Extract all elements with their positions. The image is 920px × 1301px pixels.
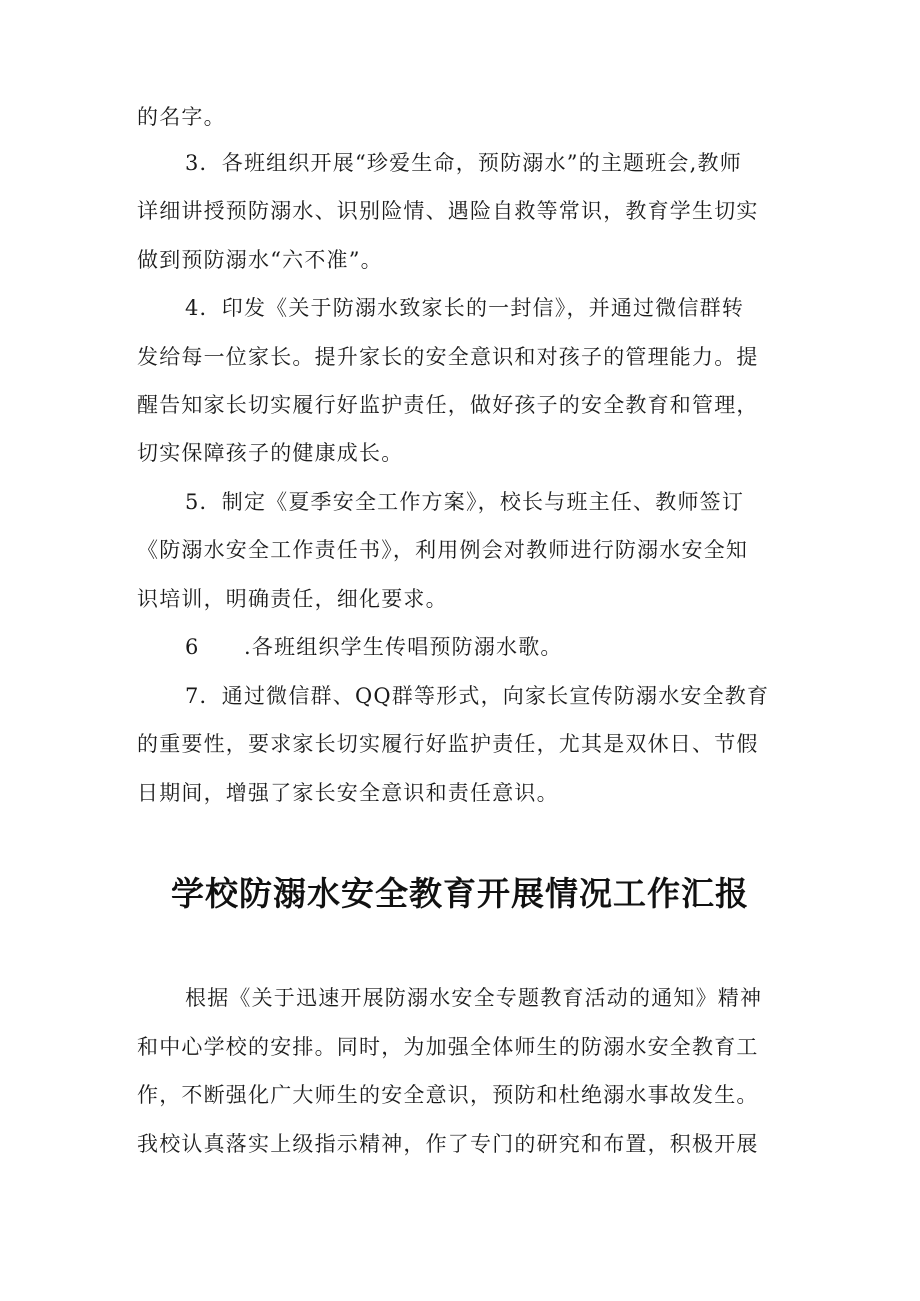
continuation-line: 的名字。	[137, 105, 226, 129]
item-7-line-2: 的重要性，要求家长切实履行好监护责任，尤其是双休日、节假	[137, 732, 759, 756]
item-3-line-1: 3．各班组织开展“珍爱生命，预防溺水”的主题班会,教师	[185, 151, 742, 175]
item-5-line-3: 识培训，明确责任，细化要求。	[137, 587, 448, 611]
item-4-line-3: 醒告知家长切实履行好监护责任，做好孩子的安全教育和管理，	[137, 393, 759, 417]
intro-line-1: 根据《关于迅速开展防溺水安全专题教育活动的通知》精神	[185, 986, 763, 1010]
section-title: 学校防溺水安全教育开展情况工作汇报	[171, 874, 749, 913]
item-6-line-1: 6 .各班组织学生传唱预防溺水歌。	[185, 635, 563, 659]
intro-line-2: 和中心学校的安排。同时，为加强全体师生的防溺水安全教育工	[137, 1035, 759, 1059]
item-5-line-1: 5．制定《夏季安全工作方案》，校长与班主任、教师签订	[185, 490, 745, 514]
item-7-line-1: 7．通过微信群、QQ群等形式，向家长宣传防溺水安全教育	[185, 684, 770, 708]
item-7-line-3: 日期间，增强了家长安全意识和责任意识。	[137, 781, 559, 805]
item-5-line-2: 《防溺水安全工作责任书》，利用例会对教师进行防溺水安全知	[137, 538, 749, 562]
intro-line-4: 我校认真落实上级指示精神，作了专门的研究和布置，积极开展	[137, 1132, 759, 1156]
item-4-line-4: 切实保障孩子的健康成长。	[137, 441, 404, 465]
item-3-line-2: 详细讲授预防溺水、识别险情、遇险自救等常识，教育学生切实	[137, 199, 759, 223]
item-4-line-1: 4．印发《关于防溺水致家长的一封信》，并通过微信群转	[185, 296, 745, 320]
intro-line-3: 作，不断强化广大师生的安全意识，预防和杜绝溺水事故发生。	[137, 1083, 759, 1107]
item-4-line-2: 发给每一位家长。提升家长的安全意识和对孩子的管理能力。提	[137, 345, 759, 369]
item-3-line-3: 做到预防溺水“六不准”。	[137, 248, 383, 272]
